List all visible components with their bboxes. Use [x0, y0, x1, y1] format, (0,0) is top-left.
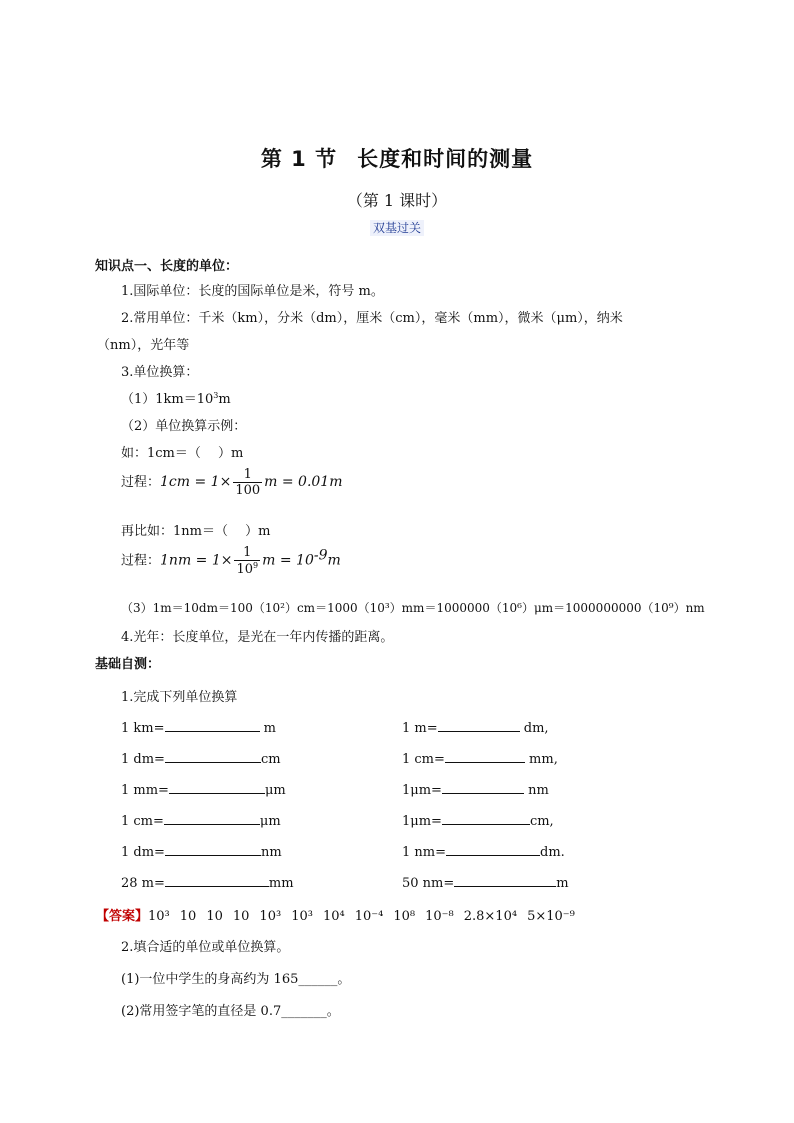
left-conversion-row: [121, 843, 282, 860]
answer-value: 10: [179, 909, 197, 924]
section-tag: [0, 219, 794, 236]
answer-blank[interactable]: [445, 750, 525, 763]
conversion-prompt: 1 dm=: [121, 845, 165, 860]
conversion-prompt: 1 km=: [121, 721, 165, 736]
conversion-prompt: 1μm=: [402, 783, 442, 798]
answer-value: 10: [206, 909, 223, 924]
process-2-numerator: 1: [243, 545, 252, 560]
answer-value: 10⁻⁸: [425, 909, 454, 924]
process-2-right-exp: -9: [313, 547, 328, 564]
answer-value: 10: [232, 909, 250, 924]
title-section: 第 1 节: [260, 147, 338, 171]
knowledge-line-1: 1.国际单位：长度的国际单位是米，符号 m。: [121, 284, 384, 299]
question-2-2: (2)常用签字笔的直径是 0.7_______。: [121, 1004, 340, 1019]
left-conversion-row: [121, 750, 281, 767]
answer-value: 10³: [148, 909, 170, 924]
left-conversion-row: [121, 874, 294, 891]
km-conversion-exp: 3: [213, 391, 219, 400]
answer-blank[interactable]: [169, 781, 265, 794]
conversion-prompt: 1 dm=: [121, 752, 165, 767]
process-1-right: m = 0.01m: [264, 474, 343, 490]
conversion-unit: dm.: [540, 845, 565, 860]
knowledge-line-3: 3.单位换算：: [121, 365, 199, 380]
selftest-header: 基础自测：: [95, 657, 161, 672]
process-2-den-exp: 9: [253, 561, 259, 570]
answer-blank[interactable]: [438, 719, 520, 732]
answer-blank[interactable]: [165, 750, 261, 763]
knowledge-line-5: （2）单位换算示例：: [121, 419, 247, 434]
answer-blank[interactable]: [446, 843, 540, 856]
section-tag-text: 双基过关: [370, 220, 424, 236]
answer-blank[interactable]: [165, 843, 261, 856]
knowledge-line-4: [121, 388, 231, 407]
km-conversion-pre: （1）1km＝10: [121, 392, 214, 407]
left-conversion-row: [121, 812, 281, 829]
knowledge-line-6: 如：1cm＝（ ）m: [121, 446, 244, 461]
conversion-unit: m: [259, 721, 276, 736]
process-1: [121, 467, 343, 498]
left-conversion-row: [121, 781, 286, 798]
answer-value: 10⁻⁴: [354, 909, 384, 924]
process-1-label: 过程：: [121, 475, 161, 490]
conversion-unit: mm,: [524, 752, 558, 767]
page-subtitle: （第 1 课时）: [346, 191, 448, 210]
answer-label: 【答案】: [96, 909, 149, 924]
answer-blank[interactable]: [165, 719, 260, 732]
conversion-prompt: 50 nm=: [402, 876, 455, 891]
process-2: [121, 545, 341, 577]
process-1-fraction: [233, 467, 262, 498]
answer-blank[interactable]: [165, 874, 269, 887]
process-2-right-b: m: [327, 552, 341, 569]
process-2-right-a: m = 10: [262, 552, 314, 569]
conversion-unit: cm: [260, 752, 281, 767]
answer-value: 5×10⁻⁹: [527, 909, 575, 924]
process-1-left: 1cm = 1×: [160, 474, 232, 490]
conversion-unit: nm: [523, 783, 549, 798]
km-conversion-post: m: [218, 392, 231, 407]
answer-blank[interactable]: [164, 812, 260, 825]
left-conversion-row: [121, 719, 276, 736]
answer-blank[interactable]: [454, 874, 556, 887]
knowledge-line-11: 4.光年：长度单位，是光在一年内传播的距离。: [121, 630, 394, 645]
answer-line: [96, 905, 585, 924]
conversion-prompt: 28 m=: [121, 876, 165, 891]
right-conversion-row: [402, 843, 565, 860]
conversion-unit: m: [556, 876, 569, 891]
right-conversion-row: [402, 874, 569, 891]
conversion-prompt: 1 nm=: [402, 845, 446, 860]
right-conversion-row: [402, 719, 549, 736]
conversion-unit: μm: [259, 814, 281, 829]
conversion-prompt: 1 mm=: [121, 783, 169, 798]
process-2-fraction: [234, 545, 260, 577]
page-title: [0, 143, 794, 173]
process-2-denominator: [234, 560, 260, 577]
knowledge-line-2a: 2.常用单位：千米（km），分米（dm），厘米（cm），毫米（mm），微米（μm），纳米: [121, 311, 623, 326]
answer-value: 10⁴: [322, 909, 345, 924]
answer-values: [148, 909, 585, 924]
conversion-prompt: 1 cm=: [402, 752, 445, 767]
answer-value: 10³: [291, 909, 313, 924]
conversion-prompt: 1μm=: [402, 814, 442, 829]
answer-value: 2.8×10⁴: [463, 909, 518, 924]
conversion-unit: μm: [264, 783, 286, 798]
process-1-numerator: 1: [243, 467, 252, 482]
question-1: 1.完成下列单位换算: [121, 690, 238, 705]
right-conversion-row: [402, 812, 554, 829]
conversion-unit: cm,: [529, 814, 554, 829]
answer-blank[interactable]: [442, 812, 530, 825]
right-conversion-row: [402, 750, 558, 767]
conversion-unit: dm,: [519, 721, 549, 736]
knowledge-line-2b: （nm），光年等: [97, 338, 190, 353]
conversion-prompt: 1 cm=: [121, 814, 164, 829]
conversion-prompt: 1 m=: [402, 721, 438, 736]
knowledge-header: 知识点一、长度的单位：: [95, 259, 239, 274]
conversion-unit: mm: [268, 876, 294, 891]
right-conversion-row: [402, 781, 549, 798]
knowledge-line-10: （3）1m＝10dm＝100（10²）cm＝1000（10³）mm＝1000000（10⁶）μm＝1000000000（10⁹）nm: [121, 601, 705, 615]
process-2-label: 过程：: [121, 553, 161, 569]
process-1-denominator: 100: [235, 483, 261, 498]
question-2: 2.填合适的单位或单位换算。: [121, 940, 290, 955]
answer-value: 10⁸: [393, 909, 416, 924]
conversion-unit: nm: [260, 845, 282, 860]
process-2-den-base: 10: [236, 562, 254, 577]
answer-blank[interactable]: [442, 781, 524, 794]
knowledge-line-8: 再比如：1nm＝（ ）m: [121, 524, 271, 539]
question-2-1: (1)一位中学生的身高约为 165______。: [121, 972, 351, 987]
answer-value: 10³: [259, 909, 282, 924]
title-topic: 长度和时间的测量: [357, 147, 534, 171]
process-2-left: 1nm = 1×: [160, 552, 233, 569]
